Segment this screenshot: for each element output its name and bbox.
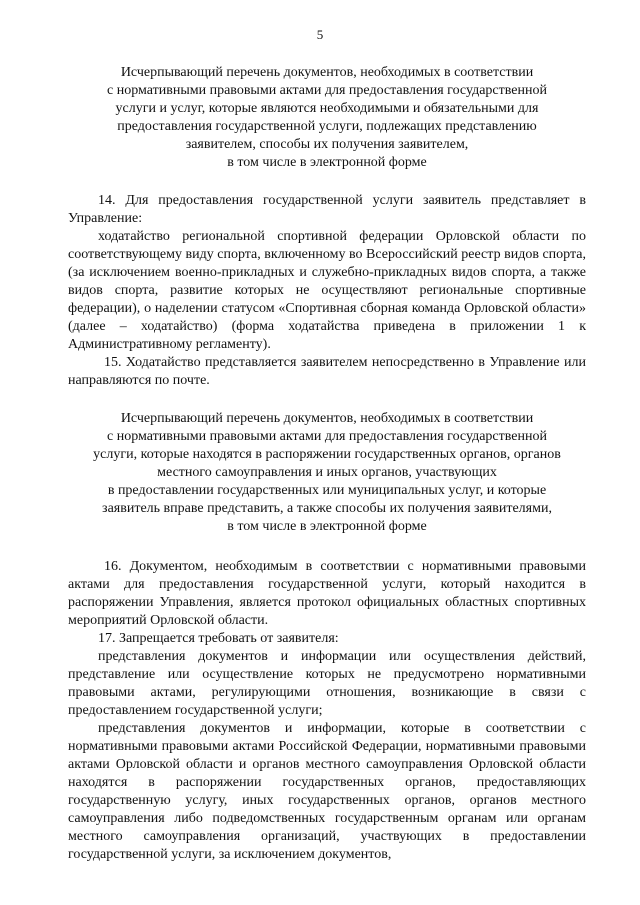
- heading-line: Исчерпывающий перечень документов, необходимых в соответствии: [120, 65, 534, 80]
- paragraph-14-petition: ходатайство региональной спортивной федерации Орловской области по соответствующему виду спорта, включенному во Всероссийский реестр видов спорта, (за исключением военно-прикладных и служебно-прикладных видов спорта, а также видов спорта, развитие которых не осуществляют региональные спортивные федерации), о наделении статусом «Спортивная сборная команда Орловской области» (далее – ходатайство) (форма ходатайства приведена в приложении 1 к Административному регламенту).: [68, 229, 586, 352]
- page-content: [68, 64, 586, 864]
- heading-line: с нормативными правовыми актами для предоставления государственной: [107, 83, 547, 98]
- page-number: 5: [316, 27, 324, 42]
- paragraph-17: 17. Запрещается требовать от заявителя:: [98, 631, 339, 646]
- paragraph-14: 14. Для предоставления государственной услуги заявитель представляет в Управление:: [68, 193, 586, 226]
- section-heading-documents-optional: [68, 410, 586, 536]
- heading-line: в предоставлении государственных или муниципальных услуг, и которые: [107, 483, 547, 498]
- heading-line: предоставления государственной услуги, подлежащих представлению: [117, 119, 537, 134]
- heading-line: Исчерпывающий перечень документов, необходимых в соответствии: [120, 411, 534, 426]
- paragraph-16: 16. Документом, необходимым в соответствии с нормативными правовыми актами для предоставления государственной услуги, который находится в распоряжении Управления, является протокол официальных областных спортивных мероприятий Орловской области.: [68, 559, 586, 628]
- heading-line: услуги и услуг, которые являются необходимыми и обязательными для: [115, 101, 539, 116]
- heading-line: местного самоуправления и иных органов, участвующих: [157, 465, 497, 480]
- heading-line: в том числе в электронной форме: [227, 155, 427, 170]
- heading-line: заявителем, способы их получения заявителем,: [185, 137, 469, 152]
- heading-line: услуги, которые находятся в распоряжении государственных органов, органов: [93, 447, 561, 462]
- section-heading-documents-required: [68, 64, 586, 172]
- paragraph-17-item-1: представления документов и информации или осуществления действий, представление или осуществление которых не предусмотрено нормативными правовыми актами, регулирующими отношения, возникающие в связи с предоставлением государственной услуги;: [68, 649, 586, 718]
- heading-line: заявитель вправе представить, а также способы их получения заявителями,: [102, 501, 552, 516]
- heading-line: с нормативными правовыми актами для предоставления государственной: [107, 429, 547, 444]
- paragraph-17-item-2: представления документов и информации, которые в соответствии с нормативными правовыми актами Российской Федерации, нормативными правовыми актами Орловской области и органов местного самоуправления Орловской области находятся в распоряжении государственных органов, предоставляющих государственную услугу, иных государственных органов, органов местного самоуправления либо подведомственных государственным органам или органам местного самоуправления организаций, участвующих в предоставлении государственной услуги, за исключением документов,: [68, 721, 586, 862]
- paragraph-15: 15. Ходатайство представляется заявителем непосредственно в Управление или направляются по почте.: [68, 355, 586, 388]
- heading-line: в том числе в электронной форме: [227, 519, 427, 534]
